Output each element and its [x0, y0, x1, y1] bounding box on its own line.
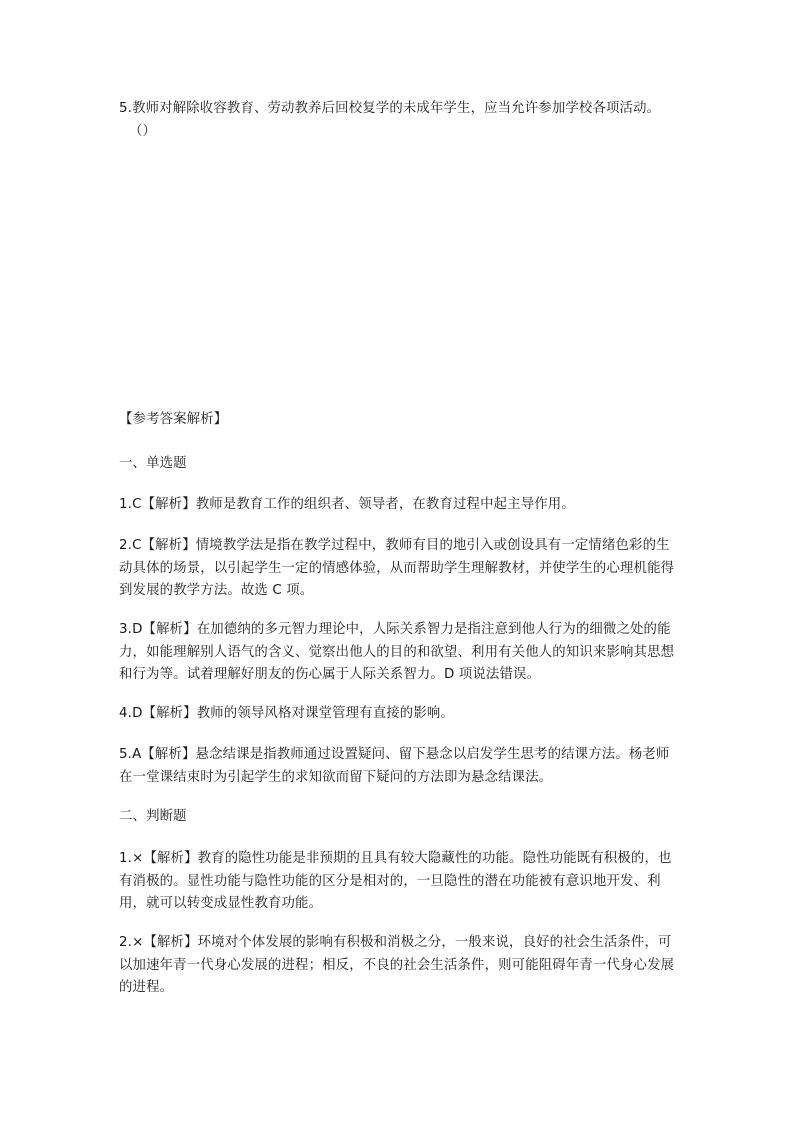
question-5 — [119, 98, 679, 143]
answer-single-1: 1.C【解析】教师是教育工作的组织者、领导者，在教育过程中起主导作用。 — [119, 497, 575, 512]
answer-analysis-heading: 【参考答案解析】 — [119, 412, 228, 427]
answer-single-4: 4.D【解析】教师的领导风格对课堂管理有直接的影响。 — [119, 706, 454, 721]
answer-single-5: 5.A【解析】悬念结课是指教师通过设置疑问、留下悬念以启发学生思考的结课方法。杨老师在一堂课结束时为引起学生的求知欲而留下疑问的方法即为悬念结课法。 — [119, 747, 670, 785]
section-title-true-false: 二、判断题 — [119, 809, 187, 824]
answer-judge-2: 2.×【解析】环境对个体发展的影响有积极和消极之分，一般来说，良好的社会生活条件，可以加速年青一代身心发展的进程；相反，不良的社会生活条件，则可能阻碍年青一代身心发展的进程。 — [119, 935, 675, 995]
answer-judge-1: 1.×【解析】教育的隐性功能是非预期的且具有较大隐藏性的功能。隐性功能既有积极的，也有消极的。显性功能与隐性功能的区分是相对的，一旦隐性的潜在功能被有意识地开发、利用，就可以转变成显性教育功能。 — [119, 851, 672, 911]
answer-single-3: 3.D【解析】在加德纳的多元智力理论中，人际关系智力是指注意到他人行为的细微之处的能力，如能理解别人语气的含义、觉察出他人的目的和欲望、利用有关他人的知识来影响其思想和行为等。试着理解好朋友的伤心属于人际关系智力。D 项说法错误。 — [119, 622, 675, 682]
answer-blank: （） — [129, 123, 157, 139]
section-title-single-choice: 一、单选题 — [119, 456, 187, 471]
question-5-text: 5.教师对解除收容教育、劳动教养后回校复学的未成年学生，应当允许参加学校各项活动。 — [119, 101, 661, 116]
answer-single-2: 2.C【解析】情境教学法是指在教学过程中，教师有目的地引入或创设具有一定情绪色彩的生动具体的场景，以引起学生一定的情感体验，从而帮助学生理解教材，并使学生的心理机能得到发展的教学方法。故选 C 项。 — [119, 538, 675, 598]
